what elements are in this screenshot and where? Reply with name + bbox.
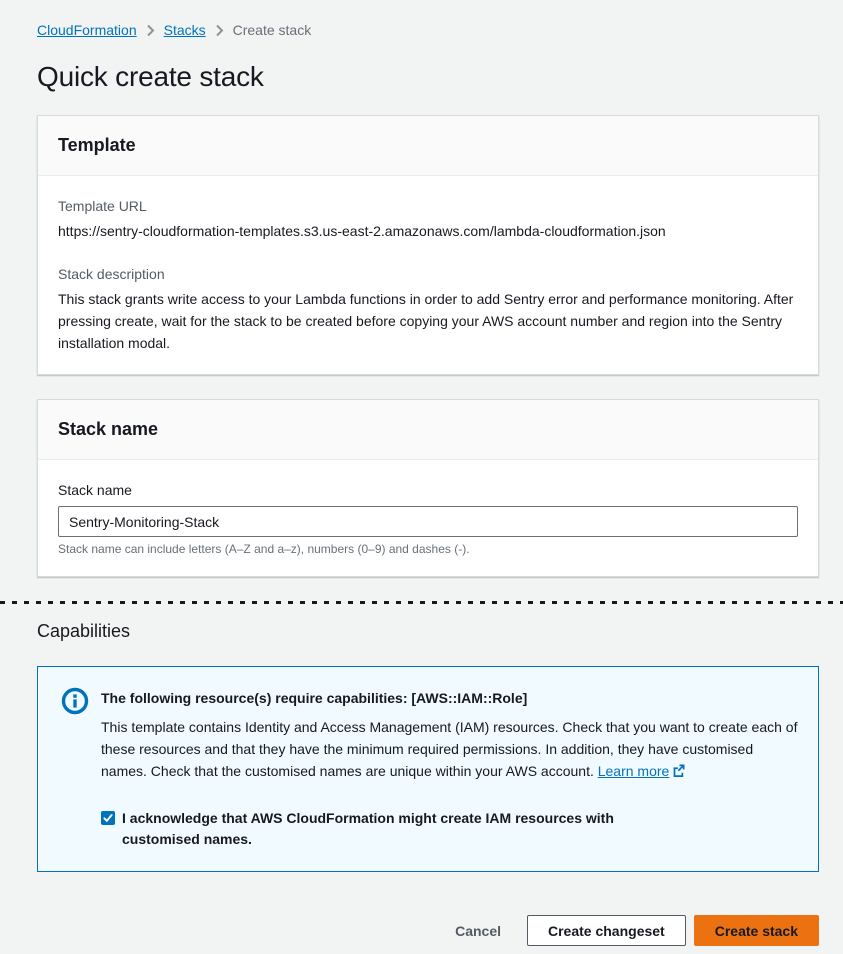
template-url-label: Template URL <box>58 198 147 214</box>
alert-title: The following resource(s) require capabilities: [AWS::IAM::Role] <box>101 690 528 706</box>
breadcrumb-link-stacks[interactable]: Stacks <box>163 22 206 38</box>
action-bar <box>37 915 819 946</box>
acknowledge-label[interactable]: I acknowledge that AWS CloudFormation might create IAM resources with customised names. <box>122 810 614 847</box>
dashed-divider <box>0 601 843 604</box>
learn-more-link[interactable]: Learn more <box>597 763 670 779</box>
capabilities-section <box>37 621 819 946</box>
acknowledge-row <box>101 808 798 850</box>
stack-description-label: Stack description <box>58 266 165 282</box>
cancel-button[interactable]: Cancel <box>451 915 505 946</box>
capabilities-alert <box>37 666 819 872</box>
breadcrumb-link-cloudformation[interactable]: CloudFormation <box>37 22 137 38</box>
template-panel-header <box>38 116 818 176</box>
info-icon <box>61 687 89 720</box>
stack-name-input[interactable] <box>58 506 798 537</box>
stack-description-field <box>58 264 798 354</box>
external-link-icon <box>672 761 685 783</box>
stack-name-panel-title: Stack name <box>58 419 159 439</box>
template-url-field <box>58 196 798 242</box>
template-panel <box>37 115 819 375</box>
template-panel-title: Template <box>58 135 136 155</box>
capabilities-heading: Capabilities <box>37 621 131 641</box>
stack-name-panel <box>37 399 819 577</box>
alert-body <box>101 716 798 783</box>
stack-name-panel-body <box>38 460 818 576</box>
create-stack-button[interactable]: Create stack <box>694 915 819 946</box>
alert-body-text: This template contains Identity and Access Management (IAM) resources. Check that you want to create each of these resources and that they have the minimum required permissions. In addition, they have customised names. Check that the customised names are unique within your AWS account. <box>101 719 798 779</box>
stack-name-label: Stack name <box>58 482 132 498</box>
stack-description-value: This stack grants write access to your Lambda functions in order to add Sentry error and performance monitoring. After pressing create, wait for the stack to be created before copying your AWS account number and region into the Sentry installation modal. <box>58 291 794 351</box>
breadcrumb <box>37 0 819 38</box>
create-changeset-button[interactable]: Create changeset <box>527 915 686 946</box>
page-content <box>37 0 819 577</box>
chevron-right-icon <box>146 24 155 37</box>
stack-name-hint: Stack name can include letters (A–Z and a–z), numbers (0–9) and dashes (-). <box>58 542 470 556</box>
chevron-right-icon <box>215 24 224 37</box>
template-url-value: https://sentry-cloudformation-templates.s3.us-east-2.amazonaws.com/lambda-cloudformation.json <box>58 223 666 239</box>
page-title: Quick create stack <box>37 61 264 92</box>
alert-content <box>101 689 798 850</box>
breadcrumb-current: Create stack <box>232 22 312 38</box>
template-panel-body <box>38 176 818 374</box>
acknowledge-checkbox[interactable] <box>101 811 115 825</box>
stack-name-panel-header <box>38 400 818 460</box>
